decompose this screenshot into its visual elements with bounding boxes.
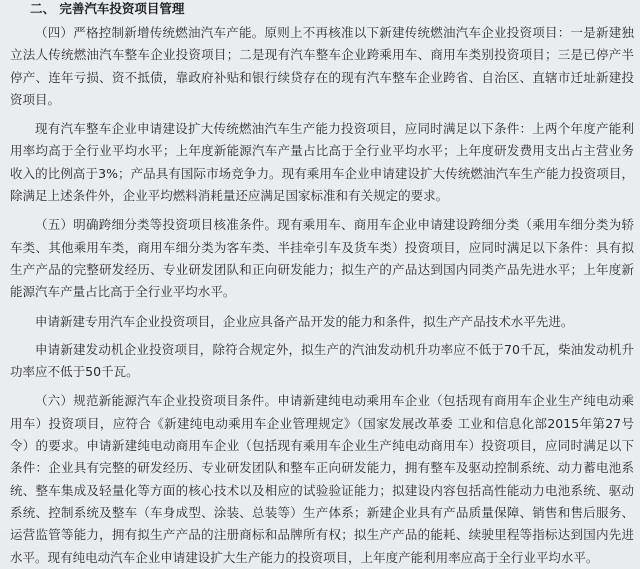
paragraph-6: （六）规范新能源汽车企业投资项目条件。申请新建纯电动乘用车企业（包括现有商用车企业生产纯电动乘用车）投资项目，应符合《新建纯电动乘用车企业管理规定》（国家发展改革委 工业和信息化部2015年第27号令）的要求。申请新建纯电动商用车企业（包括现有乘用车企业生产纯电动商用车）投资项目，应同时满足以下条件：企业具有完整的研发经历、专业研发团队和整车正向研发能力，拥有整车及驱动控制系统、动力蓄电池系统、整车集成及轻量化等方面的核心技术以及相应的试验验证能力；拟建设内容包括高性能动力电池系统、驱动系统、控制系统及整车（车身成型、涂装、总装等）生产体系；新建企业具有产品质量保障、销售和售后服务、运营监管等能力，拥有拟生产产品的注册商标和品牌所有权；拟生产产品的能耗、续驶里程等指标达到国内先进水平。现有纯电动汽车企业申请建设扩大生产能力的投资项目，上年度产能利用率应高于全行业平均水平。 — [10, 393, 634, 565]
paragraph-existing-vehicle-capacity: 现有汽车整车企业申请建设扩大传统燃油汽车生产能力投资项目，应同时满足以下条件：上两个年度产能利用率均高于全行业平均水平；上年度新能源汽车产量占比高于全行业平均水平；上年度研发费用支出占主营业务收入的比例高于3%；产品具有国际市场竞争力。现有乘用车企业申请建设扩大传统燃油汽车生产能力投资项目，除满足上述条件外，企业平均燃料消耗量还应满足国家标准和有关规定的要求。 — [10, 121, 634, 204]
section-heading: 二、 完善汽车投资项目管理 — [30, 1, 185, 16]
paragraph-special-vehicle: 申请新建专用汽车企业投资项目，企业应具备产品开发的能力和条件，拟生产产品技术水平先进。 — [35, 313, 574, 329]
paragraph-engine: 申请新建发动机企业投资项目，除符合规定外，拟生产的汽油发动机升功率应不低于70千瓦，柴油发动机升功率应不低于50千瓦。 — [10, 341, 634, 380]
paragraph-4: （四）严格控制新增传统燃油汽车产能。原则上不再核准以下新建传统燃油汽车企业投资项目：一是新建独立法人传统燃油汽车整车企业投资项目；二是现有汽车整车企业跨乘用车、商用车类别投资项目；三是已停产半停产、连年亏损、资不抵债，靠政府补贴和银行续贷存在的现有汽车整车企业跨省、自治区、直辖市迁址新建投资项目。 — [10, 25, 634, 107]
paragraph-5: （五）明确跨细分类等投资项目核准条件。现有乘用车、商用车企业申请建设跨细分类（乘用车细分类为轿车类、其他乘用车类，商用车细分类为客车类、半挂牵引车及货车类）投资项目，应同时满足以下条件：具有拟生产产品的完整研发经历、专业研发团队和正向研发能力；拟生产的产品达到国内同类产品先进水平；上年度新能源汽车产量占比高于全行业平均水平。 — [10, 217, 634, 300]
